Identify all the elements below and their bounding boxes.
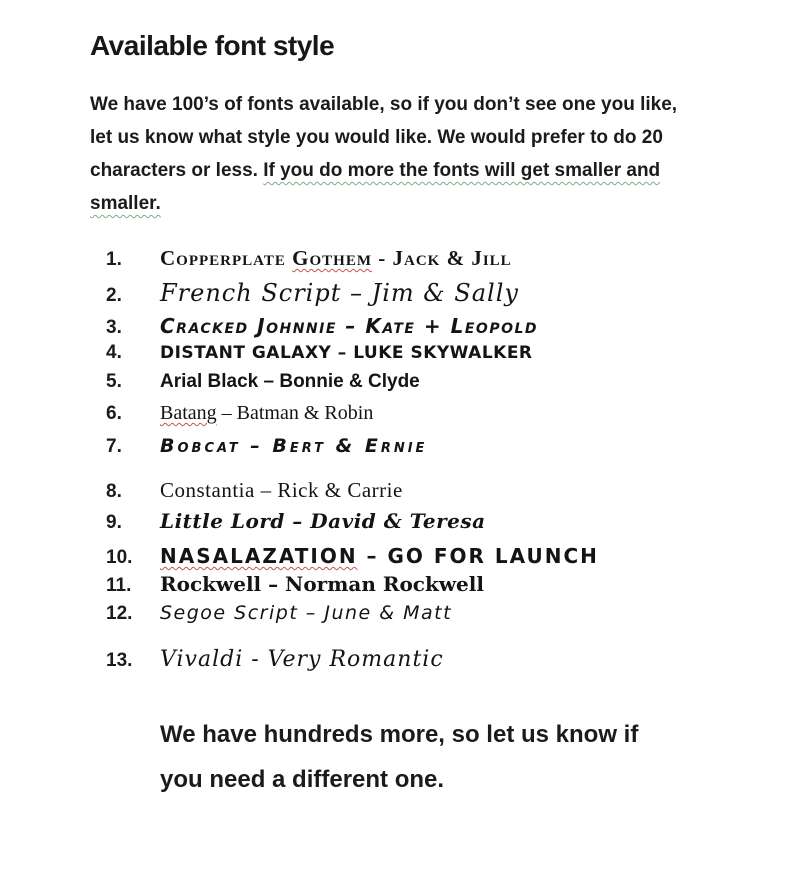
sample-text: Arial Black – Bonnie & Clyde bbox=[160, 371, 420, 392]
list-number: 1. bbox=[106, 249, 122, 270]
list-number: 9. bbox=[106, 512, 122, 533]
closing-paragraph: We have hundreds more, so let us know if you need a different one. bbox=[160, 721, 639, 793]
spell-flagged-text: NASALAZATION bbox=[160, 544, 358, 568]
font-list-item bbox=[106, 572, 803, 597]
font-sample bbox=[160, 371, 420, 393]
intro-text: We have 100’s of fonts available, so if you don’t see one you like, let us know what style you would like. We would prefer to do 20 characters or less. bbox=[90, 94, 678, 181]
sample-text: Segoe Script – June & Matt bbox=[160, 602, 453, 624]
sample-text: Bobcat – Bert & Ernie bbox=[160, 435, 428, 457]
sample-text: Constantia – Rick & Carrie bbox=[160, 478, 403, 502]
font-sample bbox=[160, 343, 533, 363]
sample-text: - Jack & Jill bbox=[372, 246, 512, 270]
font-list-item bbox=[106, 314, 803, 339]
spell-flagged-text: Gothem bbox=[292, 246, 372, 270]
font-sample bbox=[160, 602, 452, 624]
font-list-item bbox=[106, 371, 803, 393]
font-list-item bbox=[106, 246, 803, 271]
font-list-item bbox=[106, 402, 803, 425]
sample-text: – Batman & Robin bbox=[216, 402, 374, 424]
font-list-item bbox=[106, 435, 803, 458]
font-sample bbox=[160, 478, 403, 503]
list-number: 12. bbox=[106, 603, 133, 624]
spell-flagged-text: Batang bbox=[160, 402, 217, 424]
sample-text: – GO FOR LAUNCH bbox=[357, 544, 599, 568]
font-sample bbox=[160, 544, 599, 568]
font-sample bbox=[160, 647, 444, 672]
font-sample bbox=[160, 572, 484, 596]
sample-text: DISTANT GALAXY – LUKE SKYWALKER bbox=[160, 343, 533, 363]
list-number: 2. bbox=[106, 285, 122, 306]
list-number: 10. bbox=[106, 547, 133, 568]
sample-text: Rockwell – Norman Rockwell bbox=[160, 572, 484, 596]
intro-paragraph bbox=[90, 88, 702, 220]
font-list-item bbox=[106, 647, 803, 672]
list-number: 8. bbox=[106, 481, 122, 502]
font-list bbox=[106, 246, 803, 672]
list-number: 4. bbox=[106, 342, 122, 363]
grammar-flagged-text: If you do more the fonts will get smaller and smaller. bbox=[90, 160, 661, 214]
list-number: 13. bbox=[106, 650, 133, 671]
font-list-item bbox=[106, 544, 803, 569]
font-list-item bbox=[106, 509, 803, 534]
font-list-item bbox=[106, 478, 803, 503]
font-list-item bbox=[106, 342, 803, 364]
page-title: Available font style bbox=[90, 30, 335, 61]
font-sample bbox=[160, 402, 373, 425]
font-sample bbox=[160, 314, 538, 338]
font-sample bbox=[160, 279, 519, 307]
list-number: 11. bbox=[106, 575, 132, 596]
font-sample bbox=[160, 435, 427, 457]
list-number: 6. bbox=[106, 403, 122, 424]
sample-text: Vivaldi - Very Romantic bbox=[160, 647, 444, 672]
font-sample bbox=[160, 246, 512, 271]
font-sample bbox=[160, 509, 486, 533]
sample-text: Copperplate bbox=[160, 246, 293, 270]
sample-text: French Script – Jim & Sally bbox=[160, 279, 519, 307]
sample-text: Little Lord – David & Teresa bbox=[160, 509, 486, 533]
list-number: 7. bbox=[106, 436, 122, 457]
list-number: 3. bbox=[106, 317, 122, 338]
list-number: 5. bbox=[106, 371, 122, 392]
font-list-item bbox=[106, 602, 803, 625]
sample-text: Cracked Johnnie – Kate + Leopold bbox=[160, 314, 539, 338]
font-list-item bbox=[106, 279, 803, 307]
